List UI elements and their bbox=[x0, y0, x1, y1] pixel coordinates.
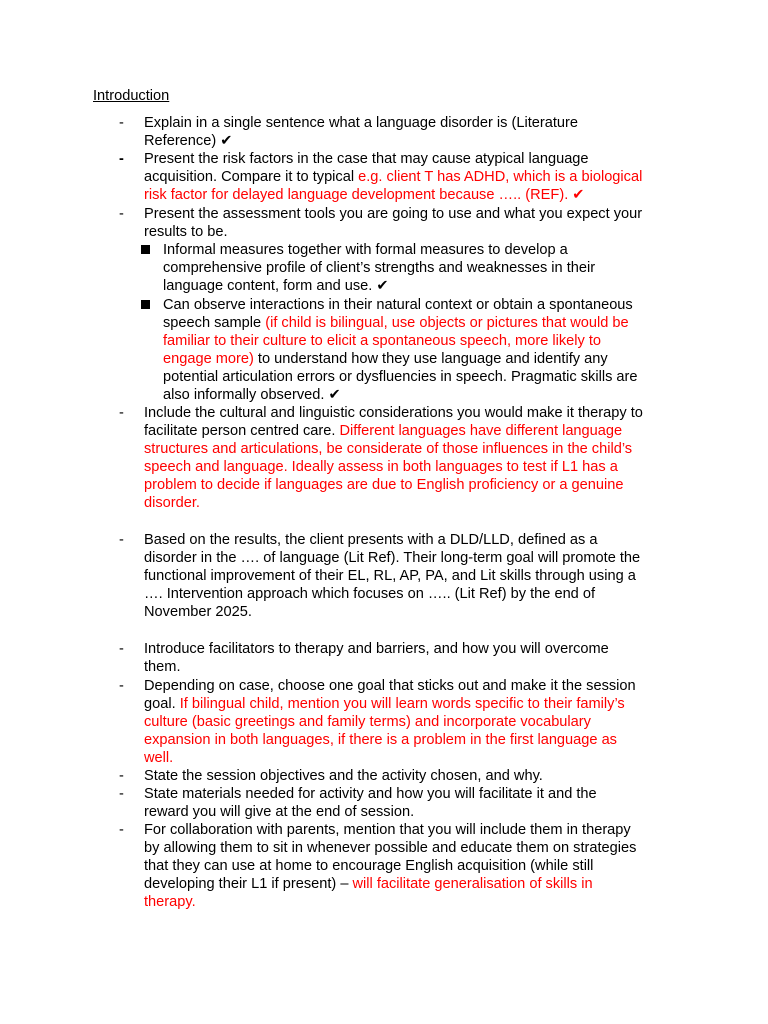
list-bullet-dash: - bbox=[119, 641, 124, 657]
list-bullet-dash: - bbox=[119, 768, 124, 784]
text-run: Informal measures together with formal measures to develop a bbox=[163, 242, 568, 258]
highlight-text-run: engage more) bbox=[163, 351, 254, 368]
sub-list-item-informal-measures bbox=[163, 241, 683, 295]
text-run: facilitate person centred care. bbox=[144, 423, 340, 440]
list-bullet-dash: - bbox=[119, 405, 124, 421]
sub-list-item-natural-context bbox=[163, 296, 683, 405]
text-line bbox=[144, 422, 684, 440]
list-item-results-goal bbox=[119, 531, 684, 621]
highlight-text-line bbox=[144, 713, 684, 731]
highlight-text-line bbox=[144, 749, 684, 767]
text-line bbox=[163, 314, 683, 332]
text-run: functional improvement of their EL, RL, AP, PA, and Lit skills through using a bbox=[144, 568, 636, 585]
list-bullet-dash: - bbox=[119, 115, 124, 131]
text-line bbox=[163, 296, 683, 314]
text-line bbox=[144, 585, 684, 603]
text-run: comprehensive profile of client’s strengths and weaknesses in their bbox=[163, 260, 596, 277]
text-line bbox=[144, 567, 684, 585]
text-run: by allowing them to sit in whenever possible and educate them on strategies bbox=[144, 840, 637, 857]
text-line bbox=[144, 640, 684, 658]
highlight-text-line bbox=[144, 731, 684, 749]
text-line bbox=[144, 695, 684, 713]
text-line bbox=[144, 803, 684, 821]
highlight-text-run: well. bbox=[144, 750, 174, 767]
highlight-text-run: risk factor for delayed language development because ….. (REF). ✔ bbox=[144, 187, 585, 204]
section-heading: Introduction bbox=[93, 88, 170, 104]
list-item-session-goal bbox=[119, 677, 684, 767]
text-line bbox=[144, 875, 684, 893]
text-line bbox=[163, 259, 683, 277]
text-run: language content, form and use. ✔ bbox=[163, 278, 389, 295]
highlight-text-run: disorder. bbox=[144, 495, 200, 512]
text-run: disorder in the …. of language (Lit Ref). Their long-term goal will promote the bbox=[144, 550, 641, 567]
text-line bbox=[163, 350, 683, 368]
list-item-literature-definition bbox=[119, 114, 684, 150]
list-item-materials bbox=[119, 785, 684, 821]
text-line bbox=[144, 114, 684, 132]
highlight-text-run: (if child is bilingual, use objects or pictures that would be bbox=[265, 315, 629, 332]
text-line bbox=[144, 677, 684, 695]
text-run: November 2025. bbox=[144, 604, 252, 621]
square-bullet-icon bbox=[141, 245, 150, 254]
highlight-text-line bbox=[144, 186, 684, 204]
text-line bbox=[144, 821, 684, 839]
list-bullet-dash: - bbox=[119, 532, 124, 548]
text-line bbox=[144, 857, 684, 875]
text-line bbox=[163, 368, 683, 386]
text-line bbox=[144, 658, 684, 676]
highlight-text-line bbox=[163, 332, 683, 350]
text-run: goal. bbox=[144, 696, 180, 713]
text-line bbox=[144, 168, 684, 186]
text-run: State the session objectives and the activity chosen, and why. bbox=[144, 768, 543, 784]
text-run: Present the assessment tools you are going to use and what you expect your bbox=[144, 206, 643, 222]
text-line bbox=[144, 205, 684, 223]
list-bullet-dash: - bbox=[119, 151, 124, 167]
highlight-text-run: therapy. bbox=[144, 894, 196, 911]
list-item-facilitators-barriers bbox=[119, 640, 684, 676]
text-line bbox=[144, 404, 684, 422]
text-line bbox=[144, 549, 684, 567]
text-line bbox=[163, 277, 683, 295]
list-bullet-dash: - bbox=[119, 206, 124, 222]
square-bullet-icon bbox=[141, 300, 150, 309]
highlight-text-run: speech and language. Ideally assess in both languages to test if L1 has a bbox=[144, 459, 618, 476]
highlight-text-run: structures and articulations, be considerate of those influences in the child’s bbox=[144, 441, 633, 458]
text-run: also informally observed. ✔ bbox=[163, 387, 341, 404]
text-run: Introduce facilitators to therapy and barriers, and how you will overcome bbox=[144, 641, 609, 657]
text-run: Present the risk factors in the case that may cause atypical language bbox=[144, 151, 589, 167]
text-run: State materials needed for activity and how you will facilitate it and the bbox=[144, 786, 597, 802]
list-bullet-dash: - bbox=[119, 786, 124, 802]
highlight-text-run: problem to decide if languages are due to English proficiency or a genuine bbox=[144, 477, 624, 494]
text-run: speech sample bbox=[163, 315, 266, 332]
text-run: Based on the results, the client presents with a DLD/LLD, defined as a bbox=[144, 532, 598, 548]
text-line bbox=[144, 132, 684, 150]
highlight-text-line bbox=[144, 440, 684, 458]
text-line bbox=[144, 223, 684, 241]
list-bullet-dash: - bbox=[119, 678, 124, 694]
highlight-text-run: culture (basic greetings and family terms) and incorporate vocabulary bbox=[144, 714, 591, 731]
highlight-text-line bbox=[144, 494, 684, 512]
list-bullet-dash: - bbox=[119, 822, 124, 838]
highlight-text-run: will facilitate generalisation of skills in bbox=[352, 876, 593, 893]
text-run: acquisition. Compare it to typical bbox=[144, 169, 359, 186]
list-item-cultural-considerations bbox=[119, 404, 684, 513]
list-item-risk-factors bbox=[119, 150, 684, 204]
text-line bbox=[163, 241, 683, 259]
list-item-assessment-tools bbox=[119, 205, 684, 241]
highlight-text-line bbox=[144, 893, 684, 911]
text-line bbox=[144, 603, 684, 621]
text-line bbox=[144, 531, 684, 549]
text-run: results to be. bbox=[144, 224, 228, 241]
text-run: Include the cultural and linguistic considerations you would make it therapy to bbox=[144, 405, 643, 421]
text-run: Can observe interactions in their natural context or obtain a spontaneous bbox=[163, 297, 633, 313]
text-line bbox=[144, 785, 684, 803]
text-run: developing their L1 if present) – bbox=[144, 876, 353, 893]
text-run: reward you will give at the end of session. bbox=[144, 804, 415, 821]
highlight-text-run: expansion in both languages, if there is a problem in the first language as bbox=[144, 732, 617, 749]
highlight-text-run: familiar to their culture to elicit a spontaneous speech, more likely to bbox=[163, 333, 602, 350]
highlight-text-run: e.g. client T has ADHD, which is a biological bbox=[358, 169, 643, 186]
highlight-text-run: Different languages have different language bbox=[339, 423, 623, 440]
text-run: potential articulation errors or dysfluencies in speech. Pragmatic skills are bbox=[163, 369, 638, 386]
list-item-parent-collaboration bbox=[119, 821, 684, 911]
text-run: that they can use at home to encourage English acquisition (while still bbox=[144, 858, 594, 875]
text-run: to understand how they use language and identify any bbox=[253, 351, 608, 368]
text-run: …. Intervention approach which focuses on ….. (Lit Ref) by the end of bbox=[144, 586, 596, 603]
list-item-session-objectives bbox=[119, 767, 684, 785]
highlight-text-line bbox=[144, 458, 684, 476]
text-run: them. bbox=[144, 659, 181, 676]
highlight-text-line bbox=[144, 476, 684, 494]
text-line bbox=[144, 767, 684, 785]
text-line bbox=[144, 150, 684, 168]
text-run: For collaboration with parents, mention that you will include them in therapy bbox=[144, 822, 631, 838]
text-run: Reference) ✔ bbox=[144, 133, 233, 150]
highlight-text-run: If bilingual child, mention you will learn words specific to their family’s bbox=[179, 696, 625, 713]
text-run: Explain in a single sentence what a language disorder is (Literature bbox=[144, 115, 579, 131]
text-run: Depending on case, choose one goal that sticks out and make it the session bbox=[144, 678, 636, 694]
text-line bbox=[163, 386, 683, 404]
text-line bbox=[144, 839, 684, 857]
